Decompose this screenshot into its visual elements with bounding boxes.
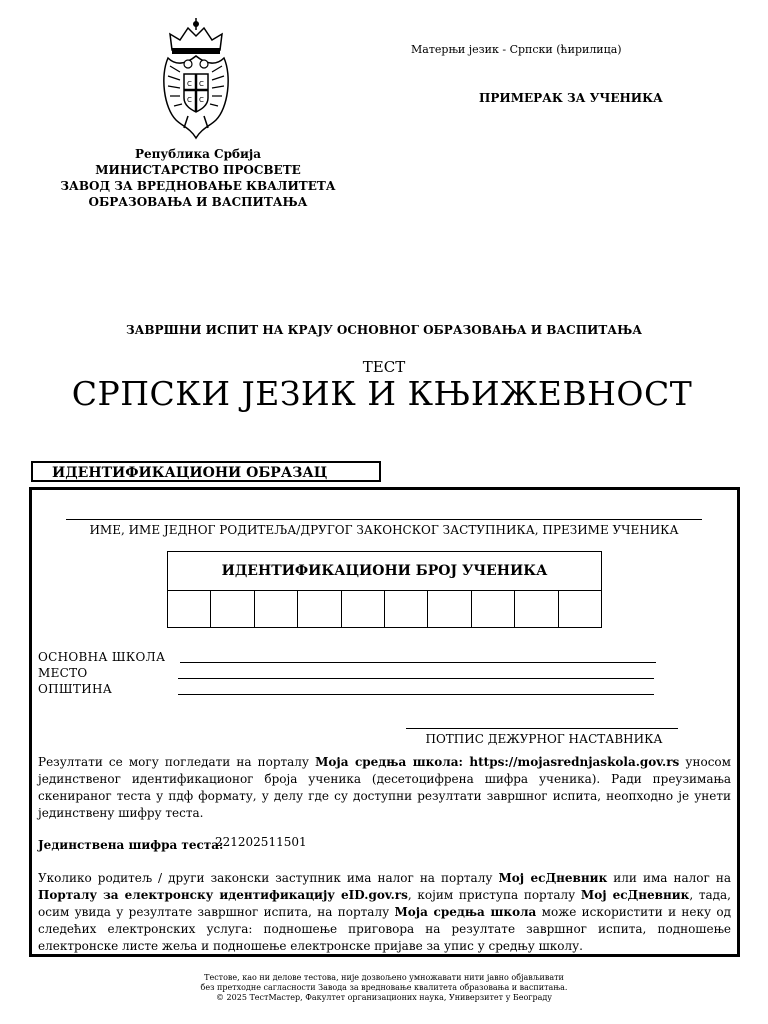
institution-line-2: МИНИСТАРСТВО ПРОСВЕТЕ (95, 163, 301, 177)
esdnevnik-portal: Мој есДневник (580, 888, 690, 902)
svg-text:С: С (187, 96, 192, 104)
eid-portal: Порталу за електронску идентификацију eID.gov.rs (38, 888, 408, 902)
services-text: или има налог на (607, 871, 731, 885)
svg-text:С: С (199, 80, 204, 88)
id-digit-cell[interactable] (168, 591, 211, 628)
institution-line-4: ОБРАЗОВАЊА И ВАСПИТАЊА (88, 195, 308, 209)
esdnevnik-portal: Мој есДневник (498, 871, 608, 885)
id-digit-cell[interactable] (472, 591, 515, 628)
id-digit-cell[interactable] (211, 591, 254, 628)
id-digit-cell[interactable] (255, 591, 298, 628)
signature-line[interactable] (406, 728, 678, 729)
test-label: ТЕСТ (362, 358, 406, 376)
test-code-label: Јединствена шифра теста: (38, 838, 224, 852)
institution-line-3: ЗАВОД ЗА ВРЕДНОВАЊЕ КВАЛИТЕТА (60, 179, 336, 193)
results-text: уносом јединственог идентификационог броја ученика (десетоцифрена шифра ученика). Ради преузимања скенираног теста у пдф формату, у делу где су доступни резултати завршног испита, неопходно је унети јединствену шифру теста. (38, 755, 731, 820)
id-digit-cell[interactable] (298, 591, 341, 628)
place-label: МЕСТО (38, 666, 88, 680)
test-code-value: 221202511501 (215, 835, 307, 849)
id-digit-cell[interactable] (342, 591, 385, 628)
services-paragraph (38, 870, 731, 955)
subject-title: СРПСКИ ЈЕЗИК И КЊИЖЕВНОСТ (71, 374, 693, 413)
results-paragraph (38, 754, 731, 822)
municipality-label: ОПШТИНА (38, 682, 113, 696)
exam-title: ЗАВРШНИ ИСПИТ НА КРАЈУ ОСНОВНОГ ОБРАЗОВАЊА И ВАСПИТАЊА (125, 323, 642, 337)
id-digit-cell[interactable] (559, 591, 601, 628)
school-line[interactable] (180, 662, 656, 663)
form-label: ИДЕНТИФИКАЦИОНИ ОБРАЗАЦ (31, 461, 381, 482)
svg-text:С: С (199, 96, 204, 104)
copy-label: ПРИМЕРАК ЗА УЧЕНИКА (479, 91, 663, 105)
id-digit-cell[interactable] (515, 591, 558, 628)
place-line[interactable] (178, 678, 654, 679)
student-id-header: ИДЕНТИФИКАЦИОНИ БРОЈ УЧЕНИКА (168, 552, 601, 591)
services-text: , тада, осим увида у резултате завршног испита, на порталу (38, 888, 731, 919)
name-caption: ИМЕ, ИМЕ ЈЕДНОГ РОДИТЕЉА/ДРУГОГ ЗАКОНСКОГ ЗАСТУПНИКА, ПРЕЗИМЕ УЧЕНИКА (89, 523, 679, 537)
svg-text:С: С (187, 80, 192, 88)
portal-link[interactable]: Моја средња школа: https://mojasrednjaskola.gov.rs (315, 755, 680, 769)
student-id-table (167, 551, 602, 628)
institution-line-1: Република Србија (134, 147, 262, 161)
municipality-line[interactable] (178, 694, 654, 695)
services-text: , којим приступа порталу (407, 888, 581, 902)
id-digit-cell[interactable] (385, 591, 428, 628)
school-label: ОСНОВНА ШКОЛА (38, 650, 166, 664)
results-text: Резултати се могу погледати на порталу (38, 755, 316, 769)
language-note: Матерњи језик - Српски (ћирилица) (411, 43, 622, 56)
services-text: Уколико родитељ / други законски заступник има налог на порталу (38, 871, 499, 885)
student-id-cells (168, 591, 601, 628)
footer-line-2: без претходне сагласности Завода за вредновање квалитета образовања и васпитања. (200, 983, 568, 992)
services-text: може искористити и неку од следећих електронских услуга: подношење приговора на резултате завршног испита, подношење електронске листе жеља и подношење електронске пријаве за упис у средњу школу. (38, 905, 731, 953)
footer-line-3: © 2025 ТестМастер, Факултет организационих наука, Универзитет у Београду (216, 993, 552, 1002)
signature-caption: ПОТПИС ДЕЖУРНОГ НАСТАВНИКА (425, 732, 663, 746)
footer (0, 973, 768, 1003)
footer-line-1: Тестове, као ни делове тестова, није дозвољено умножавати нити јавно објављивати (204, 973, 564, 982)
coat-of-arms-icon (160, 16, 232, 140)
id-digit-cell[interactable] (428, 591, 471, 628)
school-portal: Моја средња школа (394, 905, 537, 919)
name-line[interactable] (66, 519, 702, 520)
